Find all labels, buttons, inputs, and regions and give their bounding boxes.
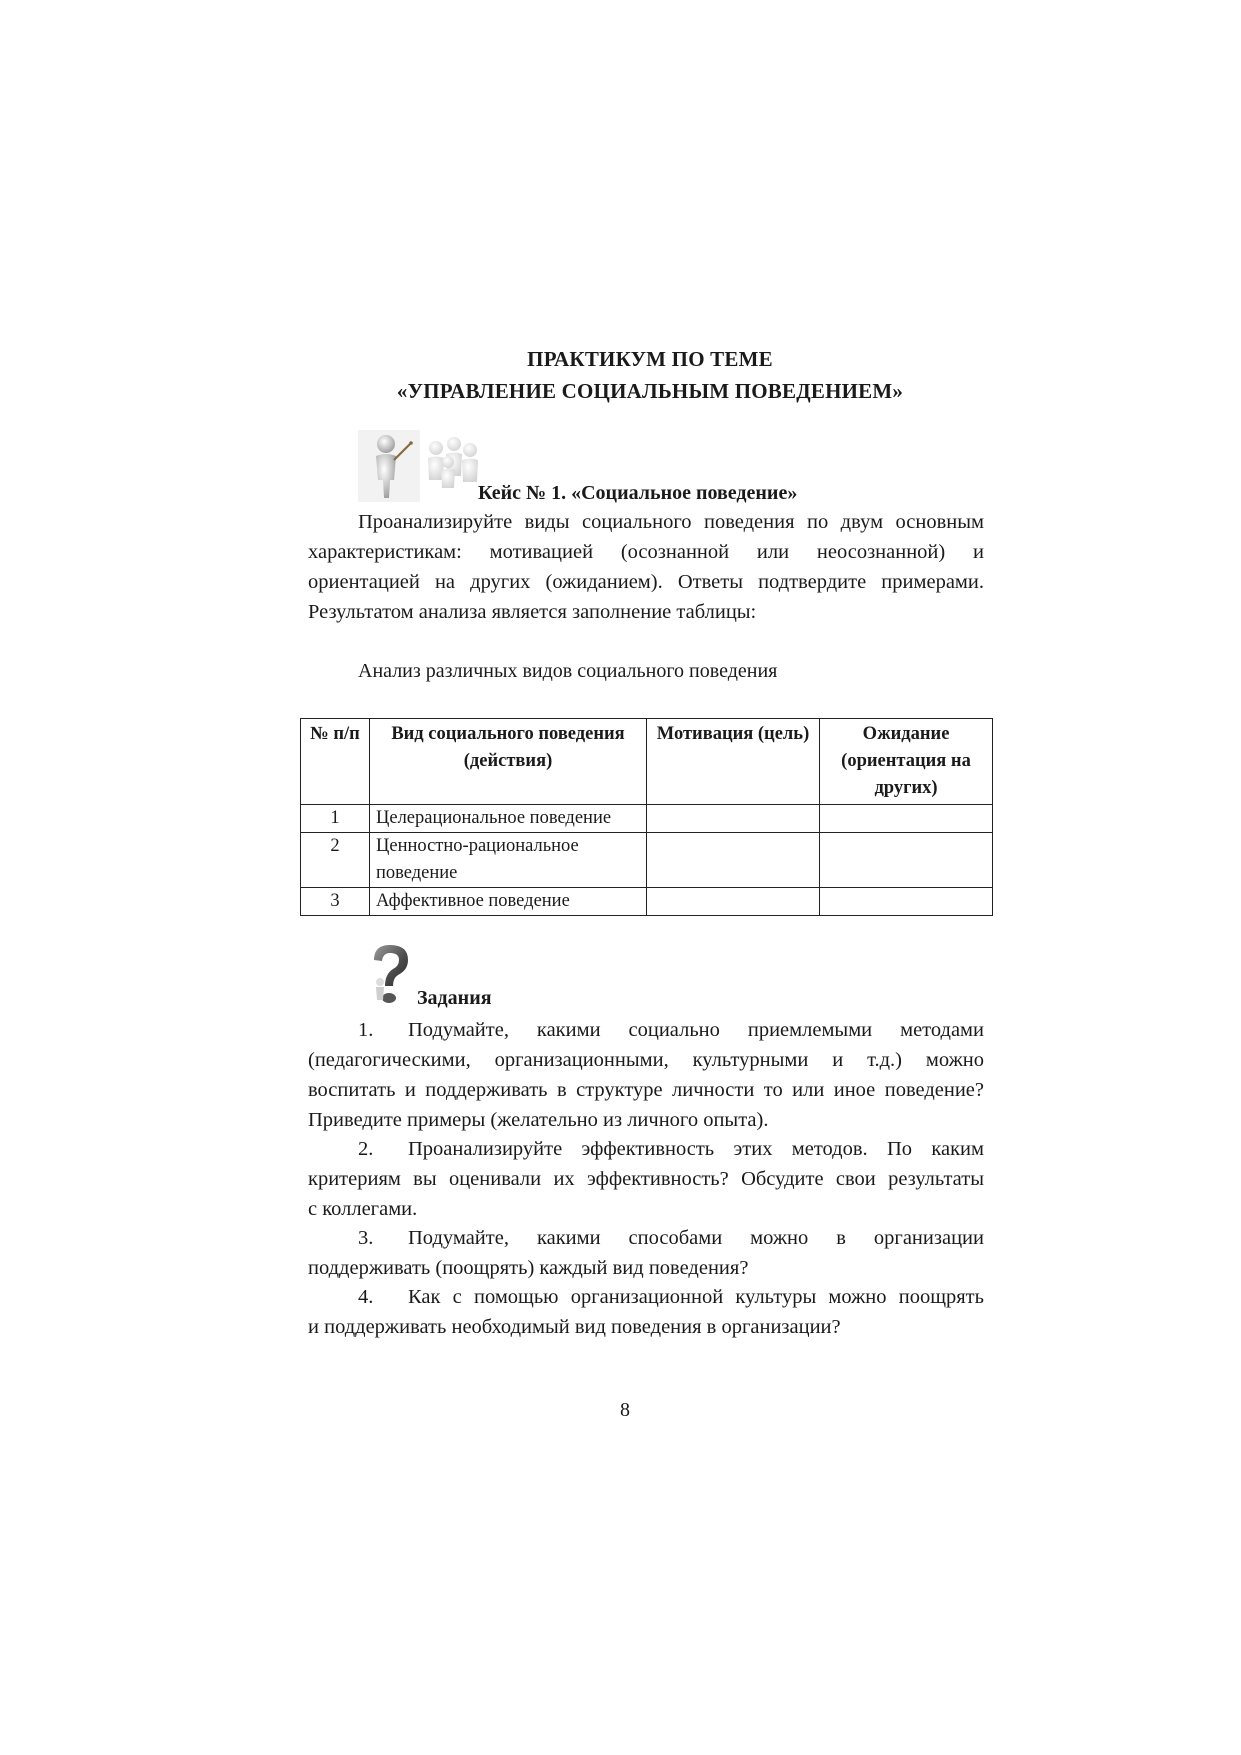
task-text-line: Как с помощью организационной культуры можно поощрять: [408, 1286, 984, 1308]
question-mark-icon: [366, 942, 414, 1008]
table-caption: Анализ различных видов социального поведения: [358, 660, 778, 682]
row-number: 1: [301, 805, 370, 833]
row-number: 3: [301, 888, 370, 916]
column-header-expectation: Ожидание (ориентация на других): [820, 719, 993, 805]
task-text-line: (педагогическими, организационными, культурными и т.д.) можно: [308, 1049, 984, 1071]
column-header-kind: Вид социального поведения (действия): [370, 719, 647, 805]
task-text-line: Подумайте, какими социально приемлемыми методами: [408, 1019, 984, 1041]
table-row: [301, 833, 993, 888]
task-number: 1.: [358, 1019, 374, 1041]
task-text-line: Подумайте, какими способами можно в организации: [408, 1227, 984, 1249]
task-text-line: Приведите примеры (желательно из личного опыта).: [308, 1109, 769, 1131]
case-heading: Кейс № 1. «Социальное поведение»: [478, 482, 798, 504]
column-header-motivation: Мотивация (цель): [647, 719, 820, 805]
case-intro-line: характеристикам: мотивацией (осознанной или неосознанной) и: [308, 541, 984, 563]
task-text-line: поддерживать (поощрять) каждый вид поведения?: [308, 1257, 749, 1279]
page-number: 8: [620, 1399, 630, 1421]
expectation-cell: [820, 888, 993, 916]
table-row: [301, 805, 993, 833]
behavior-kind: Ценностно-рациональное поведение: [370, 833, 647, 888]
expectation-cell: [820, 833, 993, 888]
expectation-cell: [820, 805, 993, 833]
case-intro-line: Результатом анализа является заполнение таблицы:: [308, 601, 757, 623]
case-intro-line: ориентацией на других (ожиданием). Ответы подтвердите примерами.: [308, 571, 984, 593]
people-with-pointer-icon: [358, 430, 486, 502]
task-number: 2.: [358, 1138, 374, 1160]
behavior-analysis-table: [300, 718, 993, 916]
table-row: [301, 888, 993, 916]
behavior-kind: Целерациональное поведение: [370, 805, 647, 833]
task-text-line: и поддерживать необходимый вид поведения в организации?: [308, 1316, 841, 1338]
task-number: 4.: [358, 1286, 374, 1308]
motivation-cell: [647, 805, 820, 833]
task-text-line: Проанализируйте эффективность этих методов. По каким: [408, 1138, 984, 1160]
task-number: 3.: [358, 1227, 374, 1249]
column-header-number: № п/п: [301, 719, 370, 805]
motivation-cell: [647, 833, 820, 888]
page-title-line-1: ПРАКТИКУМ ПО ТЕМЕ: [527, 347, 773, 371]
row-number: 2: [301, 833, 370, 888]
tasks-heading: Задания: [417, 987, 492, 1009]
task-text-line: с коллегами.: [308, 1198, 418, 1220]
task-text-line: воспитать и поддерживать в структуре личности то или иное поведение?: [308, 1079, 984, 1101]
case-intro-line: Проанализируйте виды социального поведения по двум основным: [358, 511, 984, 533]
table-header-row: [301, 719, 993, 805]
task-text-line: критериям вы оценивали их эффективность? Обсудите свои результаты: [308, 1168, 984, 1190]
behavior-kind: Аффективное поведение: [370, 888, 647, 916]
motivation-cell: [647, 888, 820, 916]
page-title-line-2: «УПРАВЛЕНИЕ СОЦИАЛЬНЫМ ПОВЕДЕНИЕМ»: [396, 379, 904, 403]
